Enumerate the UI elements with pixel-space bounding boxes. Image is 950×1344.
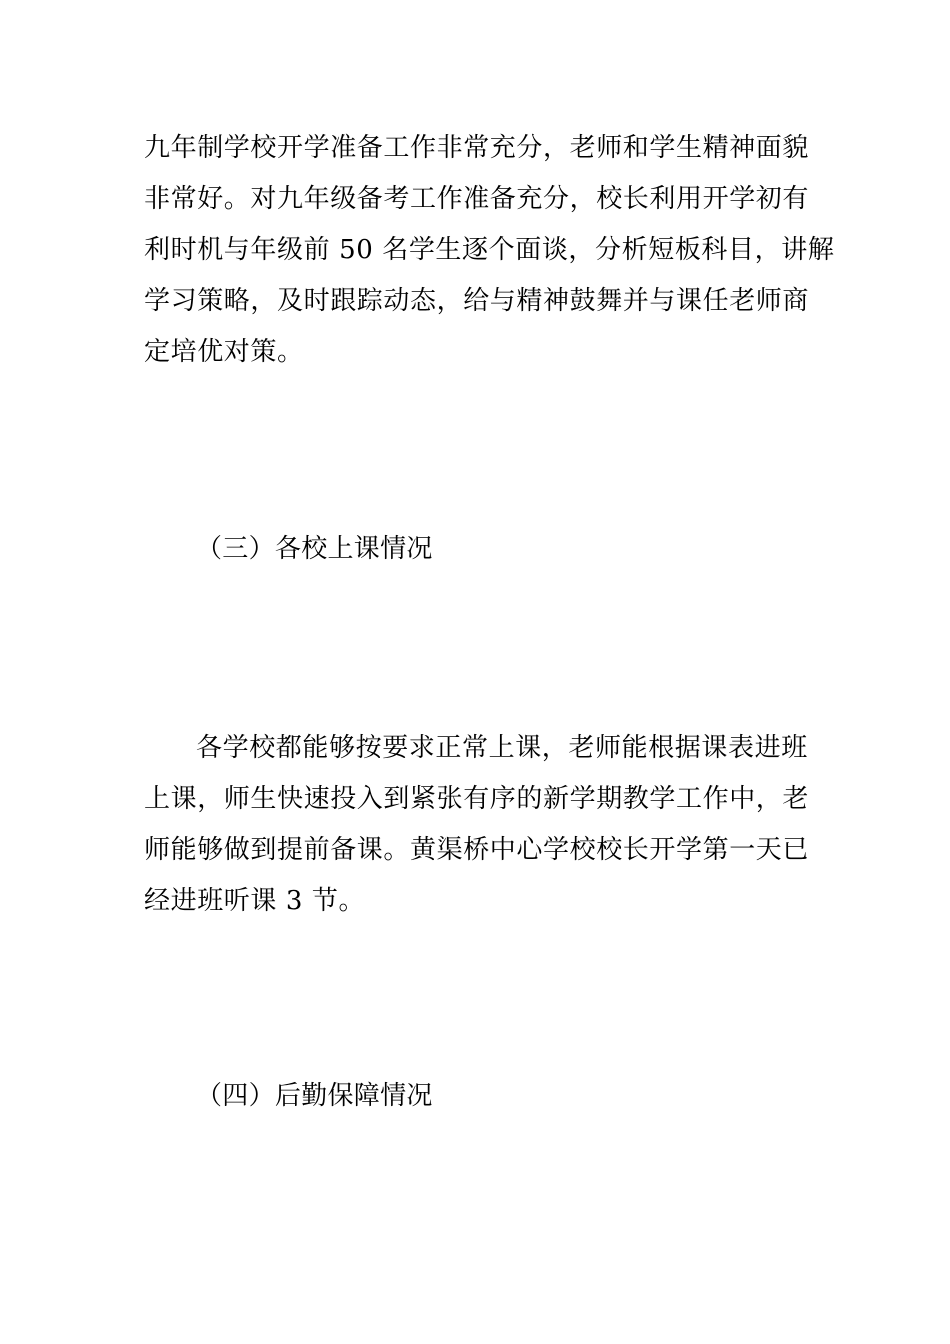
- paragraph-line: 师能够做到提前备课。黄渠桥中心学校校长开学第一天已: [144, 835, 810, 865]
- paragraph-line: 经进班听课 3 节。: [144, 886, 366, 916]
- paragraph-line: 上课，师生快速投入到紧张有序的新学期教学工作中，老: [144, 784, 810, 814]
- paragraph-line: 利时机与年级前 50 名学生逐个面谈，分析短板科目，讲解: [144, 235, 835, 265]
- paragraph-line: 各学校都能够按要求正常上课，老师能根据课表进班: [196, 733, 808, 763]
- paragraph-line: 定培优对策。: [144, 337, 304, 367]
- section-heading-logistics: （四）后勤保障情况: [196, 1081, 433, 1111]
- paragraph-line: 学习策略，及时跟踪动态，给与精神鼓舞并与课任老师商: [144, 286, 810, 316]
- section-heading-classes: （三）各校上课情况: [196, 534, 433, 564]
- paragraph-line: 九年制学校开学准备工作非常充分，老师和学生精神面貌: [144, 133, 810, 163]
- paragraph-line: 非常好。对九年级备考工作准备充分，校长利用开学初有: [144, 184, 810, 214]
